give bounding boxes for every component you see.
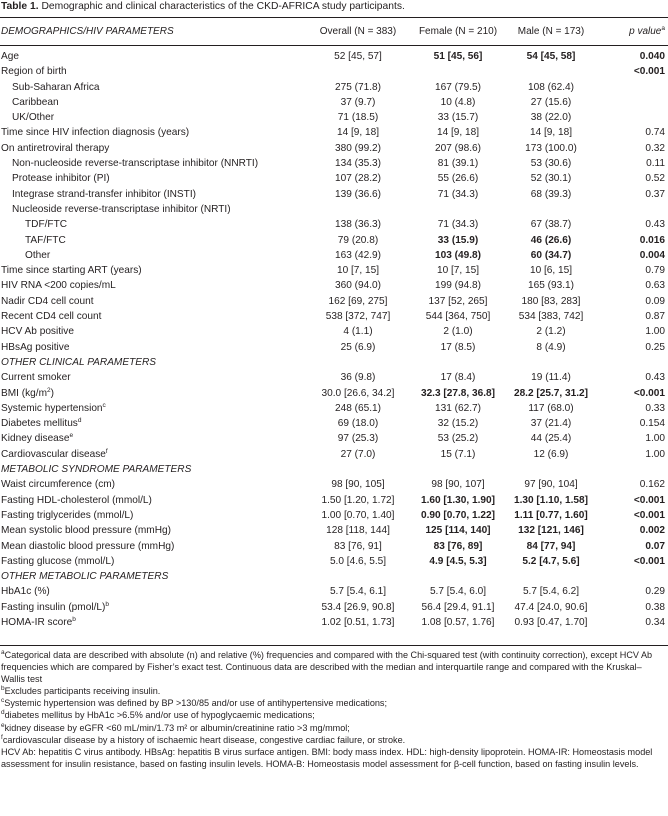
cell-female: 83 [76, 89] (433, 540, 483, 552)
cell-male: 52 (30.1) (530, 173, 572, 185)
cell-female: 131 (62.7) (434, 402, 481, 414)
table-body (0, 49, 668, 630)
row-label (1, 263, 142, 278)
cell-male: 5.7 [5.4, 6.2] (522, 586, 580, 598)
cell-pvalue: 0.016 (639, 234, 665, 246)
cell-male: 44 (25.4) (530, 433, 572, 445)
row-label (1, 493, 152, 508)
row-label (1, 386, 54, 401)
cell-male: 60 (34.7) (530, 249, 572, 261)
header-parameters: DEMOGRAPHICS/HIV PARAMETERS (1, 26, 174, 37)
table-row (0, 386, 668, 401)
table-row (0, 141, 668, 156)
row-label-text: Kidney disease (1, 433, 70, 445)
header-pvalue-label: p value (629, 26, 662, 37)
cell-pvalue: 0.004 (639, 249, 665, 261)
table-row (0, 431, 668, 446)
table-row (0, 584, 668, 599)
table-row (0, 110, 668, 125)
footnote-text: HCV Ab: hepatitis C virus antibody. HBsAg: hepatitis B virus surface antigen. BMI: body mass index. HDL: high-density lipoprotein. HOMA-IR: Homeostasis model assessment for insulin resistance, based on fasting insulin levels. HOMA-B: Homeostasis model assessment for β-cell function, based on fasting insulin levels. (1, 746, 653, 769)
table-row (0, 309, 668, 324)
row-label (1, 477, 115, 492)
row-label-text: Other (25, 249, 51, 261)
table-row (0, 370, 668, 385)
cell-female: 1.60 [1.30, 1.90] (420, 494, 496, 506)
cell-pvalue: 0.25 (645, 341, 665, 353)
cell-overall: 4 (1.1) (343, 326, 373, 338)
cell-male: 84 [77, 94] (526, 540, 576, 552)
cell-female: 10 (4.8) (440, 96, 476, 108)
cell-female: 199 (94.8) (434, 280, 481, 292)
table-row (0, 294, 668, 309)
table-row (0, 523, 668, 538)
cell-female: 10 [7, 15] (436, 265, 480, 277)
cell-pvalue: 0.154 (639, 418, 665, 430)
row-label-text: Current smoker (1, 372, 71, 384)
table-row (0, 217, 668, 232)
row-label-text: TAF/FTC (25, 234, 66, 246)
cell-male: 534 [383, 742] (518, 311, 584, 323)
cell-female: 53 (25.2) (437, 433, 479, 445)
row-label (12, 156, 258, 171)
row-label-text: Systemic hypertension (1, 402, 103, 414)
cell-pvalue: 1.00 (645, 326, 665, 338)
cell-male: 10 [6, 15] (529, 265, 573, 277)
row-label-text: Age (1, 51, 19, 62)
cell-male: 47.4 [24.0, 90.6] (514, 601, 588, 613)
header-female: Female (N = 210) (418, 26, 498, 37)
cell-male: 8 (4.9) (536, 341, 566, 353)
row-label (1, 64, 67, 79)
row-label-text: Integrase strand-transfer inhibitor (INSTI) (12, 188, 196, 200)
row-label-text: Cardiovascular disease (1, 448, 106, 460)
row-label-text: UK/Other (12, 112, 55, 124)
table-row (0, 187, 668, 202)
cell-female: 33 (15.9) (437, 234, 479, 246)
cell-pvalue: 0.002 (639, 525, 665, 537)
table-row (0, 324, 668, 339)
cell-male: 165 (93.1) (527, 280, 574, 292)
cell-overall: 162 [69, 275] (328, 295, 388, 307)
row-label-text: TDF/FTC (25, 219, 68, 231)
cell-female: 33 (15.7) (437, 112, 479, 124)
footnote-marker: b (72, 615, 76, 623)
row-label (1, 569, 168, 584)
cell-female: 55 (26.6) (437, 173, 479, 185)
cell-male: 5.2 [4.7, 5.6] (522, 555, 580, 567)
row-label-text: Non-nucleoside reverse-transcriptase inhibitor (NNRTI) (12, 158, 259, 170)
cell-female: 32 (15.2) (437, 418, 479, 430)
cell-overall: 380 (99.2) (334, 142, 381, 154)
row-label-text: Mean diastolic blood pressure (mmHg) (1, 540, 175, 552)
table-row (0, 278, 668, 293)
footnote (1, 709, 665, 721)
row-label (1, 370, 71, 385)
cell-overall: 53.4 [26.9, 90.8] (321, 601, 395, 613)
cell-pvalue: 0.43 (645, 219, 665, 231)
cell-pvalue: <0.001 (633, 494, 665, 506)
row-label (1, 294, 94, 309)
row-label (1, 49, 19, 64)
cell-female: 81 (39.1) (437, 158, 479, 170)
cell-female: 5.7 [5.4, 6.0] (429, 586, 487, 598)
table-row (0, 125, 668, 140)
cell-female: 71 (34.3) (437, 188, 479, 200)
row-label (12, 80, 100, 95)
row-label (12, 95, 59, 110)
bottom-rule (0, 645, 668, 646)
row-label-text: Fasting HDL-cholesterol (mmol/L) (1, 494, 152, 506)
cell-female: 98 [90, 107] (431, 479, 485, 491)
cell-pvalue: 0.79 (645, 265, 665, 277)
cell-overall: 138 (36.3) (334, 219, 381, 231)
cell-overall: 52 [45, 57] (334, 51, 382, 62)
table-row (0, 233, 668, 248)
cell-pvalue: 0.09 (645, 295, 665, 307)
cell-overall: 139 (36.6) (334, 188, 381, 200)
row-label-text: Region of birth (1, 66, 67, 78)
cell-overall: 25 (6.9) (340, 341, 376, 353)
cell-male: 1.30 [1.10, 1.58] (513, 494, 589, 506)
header-rule (0, 45, 668, 46)
row-label (1, 309, 101, 324)
row-label-text: Diabetes mellitus (1, 418, 78, 430)
table-title: Demographic and clinical characteristics of the CKD-AFRICA study participants. (41, 1, 405, 12)
cell-overall: 79 (20.8) (337, 234, 379, 246)
row-label (1, 416, 81, 431)
footnote (1, 746, 665, 770)
row-label-text: Caribbean (12, 96, 59, 108)
row-label-text: OTHER METABOLIC PARAMETERS (1, 571, 169, 583)
section-heading-row (0, 355, 668, 370)
cell-pvalue: 1.00 (645, 448, 665, 460)
cell-overall: 1.50 [1.20, 1.72] (321, 494, 395, 506)
footnote-text: cardiovascular disease by a history of ischaemic heart disease, congestive cardiac failure, or stroke. (2, 734, 406, 745)
table-footnotes (1, 649, 665, 770)
cell-overall: 97 (25.3) (337, 433, 379, 445)
cell-overall: 538 [372, 747] (325, 311, 391, 323)
footnote-marker: f (105, 447, 108, 455)
row-label (25, 217, 67, 232)
cell-female: 4.9 [4.5, 5.3] (429, 555, 487, 567)
row-label (1, 431, 73, 446)
header-overall: Overall (N = 383) (319, 26, 397, 37)
cell-pvalue: 0.29 (645, 586, 665, 598)
cell-pvalue: 0.33 (645, 402, 665, 414)
footnote-text: diabetes mellitus by HbA1c >6.5% and/or use of hypoglycaemic medications; (4, 710, 315, 721)
row-label-text: Nadir CD4 cell count (1, 295, 94, 307)
row-label (1, 401, 106, 416)
cell-male: 46 (26.6) (530, 234, 572, 246)
cell-pvalue: 1.00 (645, 433, 665, 445)
footnote (1, 649, 665, 685)
cell-pvalue: 0.07 (645, 540, 665, 552)
row-label-text: HbA1c (%) (1, 586, 50, 598)
footnote-marker: d (77, 417, 82, 425)
cell-male: 180 [83, 283] (521, 295, 581, 307)
cell-female: 0.90 [0.70, 1.22] (420, 509, 496, 521)
row-label (25, 233, 66, 248)
cell-male: 38 (22.0) (530, 112, 572, 124)
table-row (0, 508, 668, 523)
cell-male: 2 (1.2) (536, 326, 566, 338)
row-label-text: Nucleoside reverse-transcriptase inhibitor (NRTI) (12, 203, 231, 215)
cell-male: 12 (6.9) (533, 448, 569, 460)
cell-pvalue: 0.11 (646, 158, 665, 170)
table-row (0, 248, 668, 263)
cell-pvalue: 0.43 (645, 372, 665, 384)
table-row (0, 554, 668, 569)
footnote-mark: d (1, 709, 5, 717)
row-label (1, 462, 191, 477)
row-label (1, 324, 74, 339)
cell-pvalue: 0.74 (645, 127, 665, 139)
row-label (1, 125, 189, 140)
table-row (0, 95, 668, 110)
row-label (25, 248, 50, 263)
footnote-text: Categorical data are described with absolute (n) and relative (%) frequencies and compared with the Chi-squared test (with continuity correction), except HCV Ab frequencies which are compared by Fisher’s exact test. Continuous data are described with the median and interquartile range and compared with the Kruskal–Wallis test (1, 650, 653, 685)
cell-overall: 1.02 [0.51, 1.73] (321, 616, 395, 628)
cell-overall: 5.7 [5.4, 6.1] (329, 586, 387, 598)
footnote (1, 697, 665, 709)
cell-pvalue: 0.87 (645, 311, 665, 323)
footnote-marker: b (105, 600, 109, 608)
cell-female: 17 (8.4) (440, 372, 476, 384)
cell-female: 51 [45, 56] (433, 51, 483, 62)
cell-male: 1.11 [0.77, 1.60] (514, 509, 588, 521)
cell-overall: 248 (65.1) (334, 402, 381, 414)
row-label-text: METABOLIC SYNDROME PARAMETERS (1, 464, 192, 476)
cell-female: 56.4 [29.4, 91.1] (421, 601, 495, 613)
footnote-mark: f (1, 733, 3, 741)
cell-female: 2 (1.0) (443, 326, 473, 338)
row-label (12, 171, 110, 186)
row-label-text: On antiretroviral therapy (1, 142, 110, 154)
cell-male: 53 (30.6) (530, 158, 572, 170)
cell-male: 37 (21.4) (530, 418, 572, 430)
row-label-text: Time since HIV infection diagnosis (years) (1, 127, 190, 139)
row-label-text: Mean systolic blood pressure (mmHg) (1, 525, 171, 537)
footnote-text: Excludes participants receiving insulin. (4, 686, 161, 697)
table-row (0, 539, 668, 554)
section-heading-row (0, 569, 668, 584)
cell-overall: 69 (18.0) (337, 418, 379, 430)
cell-female: 137 [52, 265] (428, 295, 488, 307)
cell-pvalue: 0.162 (639, 479, 665, 491)
cell-male: 54 [45, 58] (526, 51, 576, 62)
cell-pvalue: <0.001 (633, 66, 665, 78)
row-label-text: HIV RNA <200 copies/mL (1, 280, 116, 292)
cell-male: 108 (62.4) (527, 81, 574, 93)
row-label (1, 508, 133, 523)
header-pvalue-sup: a (661, 25, 665, 32)
row-label-text: HCV Ab positive (1, 326, 74, 338)
cell-female: 207 (98.6) (434, 142, 481, 154)
cell-overall: 128 [118, 144] (326, 525, 390, 537)
cell-female: 125 [114, 140] (425, 525, 491, 537)
cell-male: 0.93 [0.47, 1.70] (514, 616, 588, 628)
row-label (1, 539, 174, 554)
cell-overall: 71 (18.5) (337, 112, 379, 124)
table-row (0, 401, 668, 416)
cell-pvalue: 0.34 (645, 616, 665, 628)
cell-female: 17 (8.5) (440, 341, 476, 353)
cell-overall: 163 (42.9) (334, 249, 381, 261)
cell-female: 15 (7.1) (440, 448, 476, 460)
cell-pvalue: 0.37 (645, 188, 665, 200)
cell-pvalue: 0.63 (645, 280, 665, 292)
footnote (1, 685, 665, 697)
table-number: Table 1. (1, 1, 39, 12)
cell-male: 19 (11.4) (531, 372, 571, 384)
cell-pvalue: 0.52 (645, 173, 665, 185)
table-caption (1, 0, 405, 13)
row-label-text: Fasting insulin (pmol/L) (1, 601, 106, 613)
table-row (0, 416, 668, 431)
table-row (0, 615, 668, 630)
cell-overall: 134 (35.3) (334, 158, 381, 170)
cell-male: 67 (38.7) (530, 219, 572, 231)
row-label (1, 447, 108, 462)
cell-male: 27 (15.6) (530, 96, 572, 108)
cell-overall: 14 [9, 18] (336, 127, 380, 139)
table-row (0, 80, 668, 95)
row-label-text: HBsAg positive (1, 341, 70, 353)
cell-female: 71 (34.3) (437, 219, 479, 231)
footnote-mark: e (1, 721, 5, 729)
table-row (0, 171, 668, 186)
cell-pvalue: <0.001 (633, 555, 665, 567)
cell-male: 117 (68.0) (528, 402, 574, 414)
cell-female: 103 (49.8) (434, 249, 481, 261)
row-label-text: BMI (kg/m (1, 387, 47, 399)
footnote-mark: a (1, 649, 5, 656)
cell-overall: 36 (9.8) (340, 372, 376, 384)
row-label-tail: ) (50, 387, 54, 399)
row-label-text: Fasting glucose (mmol/L) (1, 555, 115, 567)
row-label-text: OTHER CLINICAL PARAMETERS (1, 356, 156, 368)
row-label (12, 202, 231, 217)
table-row (0, 447, 668, 462)
table-row (0, 156, 668, 171)
row-label-text: Time since starting ART (years) (1, 265, 142, 277)
row-label (1, 523, 171, 538)
footnote (1, 722, 665, 734)
cell-overall: 5.0 [4.6, 5.5] (329, 555, 387, 567)
cell-male: 132 [121, 146] (518, 525, 584, 537)
row-label (1, 141, 109, 156)
footnote-mark: b (1, 685, 5, 693)
footnote-text: Systemic hypertension was defined by BP >130/85 and/or use of antihypertensive medications; (4, 698, 388, 709)
row-label (1, 340, 69, 355)
cell-female: 1.08 [0.57, 1.76] (421, 616, 495, 628)
cell-female: 544 [364, 750] (425, 311, 491, 323)
cell-overall: 83 [76, 91] (334, 540, 382, 552)
row-label (1, 554, 114, 569)
cell-pvalue: 0.040 (639, 51, 665, 62)
table-row (0, 340, 668, 355)
row-label-superscript: 2 (46, 386, 51, 394)
row-label (1, 355, 156, 370)
row-label (12, 187, 196, 202)
cell-pvalue: 0.32 (645, 142, 665, 154)
row-label-text: Fasting triglycerides (mmol/L) (1, 509, 134, 521)
header-pvalue (600, 25, 665, 39)
cell-pvalue: 0.38 (645, 601, 665, 613)
cell-overall: 98 [90, 105] (331, 479, 385, 491)
table-row (0, 202, 668, 217)
cell-female: 14 [9, 18] (436, 127, 480, 139)
row-label-text: Recent CD4 cell count (1, 311, 102, 323)
row-label (12, 110, 54, 125)
table-row (0, 477, 668, 492)
cell-overall: 275 (71.8) (334, 81, 381, 93)
cell-male: 14 [9, 18] (529, 127, 573, 139)
cell-overall: 360 (94.0) (334, 280, 381, 292)
cell-male: 173 (100.0) (525, 142, 577, 154)
cell-overall: 1.00 [0.70, 1.40] (321, 509, 395, 521)
footnote-text: kidney disease by eGFR <60 mL/min/1.73 m² or albumin/creatinine ratio >3 mg/mmol; (4, 722, 350, 733)
cell-female: 32.3 [27.8, 36.8] (420, 387, 496, 399)
top-rule (0, 17, 668, 18)
row-label (1, 600, 109, 615)
cell-pvalue: <0.001 (633, 509, 665, 521)
footnote-marker: c (102, 401, 106, 409)
header-male: Male (N = 173) (517, 26, 585, 37)
section-heading-row (0, 462, 668, 477)
row-label (1, 584, 50, 599)
table-row (0, 263, 668, 278)
table-row (0, 64, 668, 79)
table-row (0, 49, 668, 64)
table-row (0, 493, 668, 508)
cell-overall: 37 (9.7) (340, 96, 376, 108)
cell-overall: 30.0 [26.6, 34.2] (321, 387, 395, 399)
row-label (1, 278, 116, 293)
cell-male: 28.2 [25.7, 31.2] (513, 387, 589, 399)
row-label-text: Sub-Saharan Africa (12, 81, 100, 93)
cell-male: 68 (39.3) (530, 188, 572, 200)
cell-overall: 107 (28.2) (334, 173, 381, 185)
cell-overall: 27 (7.0) (340, 448, 376, 460)
cell-overall: 10 [7, 15] (336, 265, 380, 277)
row-label-text: Protease inhibitor (PI) (12, 173, 110, 185)
cell-pvalue: <0.001 (633, 387, 665, 399)
footnote-mark: c (1, 697, 5, 705)
table-row (0, 600, 668, 615)
footnote-marker: e (69, 432, 74, 440)
row-label-text: HOMA-IR score (1, 616, 73, 628)
cell-female: 167 (79.5) (434, 81, 481, 93)
row-label-text: Waist circumference (cm) (1, 479, 116, 491)
cell-male: 97 [90, 104] (524, 479, 578, 491)
row-label (1, 615, 76, 630)
footnote (1, 734, 665, 746)
